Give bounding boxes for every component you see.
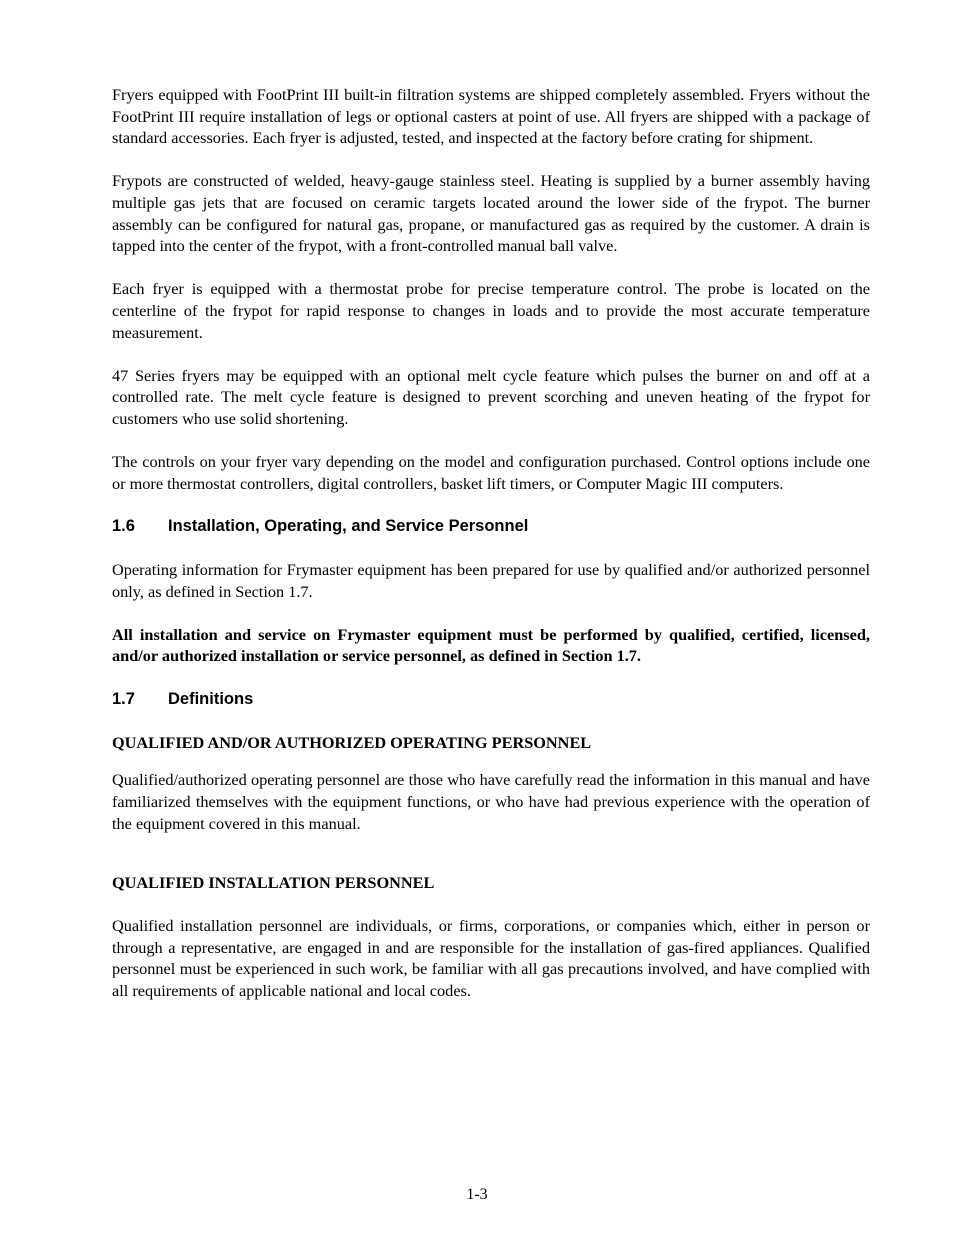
intro-paragraph-thermostat: Each fryer is equipped with a thermostat probe for precise temperature control. The probe is located on the centerline of the frypot for rapid response to changes in loads and to provide the most accurate temperature measurement. [112, 279, 870, 342]
section-number: 1.6 [112, 516, 135, 535]
intro-paragraph-frypots: Frypots are constructed of welded, heavy-gauge stainless steel. Heating is supplied by a burner assembly having multiple gas jets that are focused on ceramic targets located around the lower side of the frypot. The burner assembly can be configured for natural gas, propane, or manufactured gas as required by the customer. A drain is tapped into the center of the frypot, with a front-controlled manual ball valve. [112, 171, 870, 256]
document-page [112, 84, 870, 1023]
definition-heading-installation: QUALIFIED INSTALLATION PERSONNEL [112, 872, 435, 892]
section-heading-1-7 [112, 689, 870, 711]
section-title: Installation, Operating, and Service Personnel [168, 516, 529, 535]
section-1-6-warning: All installation and service on Frymaster equipment must be performed by qualified, certified, licensed, and/or authorized installation or service personnel, as defined in Section 1.7. [112, 624, 870, 666]
page-number: 1-3 [466, 1186, 488, 1203]
section-1-6-paragraph: Operating information for Frymaster equipment has been prepared for use by qualified and/or authorized personnel only, as defined in Section 1.7. [112, 560, 870, 601]
section-title: Definitions [168, 689, 254, 708]
definition-text-operating: Qualified/authorized operating personnel are those who have carefully read the information in this manual and have familiarized themselves with the equipment functions, or who have had previous experience with the operation of the equipment covered in this manual. [112, 770, 870, 833]
definition-heading-operating: QUALIFIED AND/OR AUTHORIZED OPERATING PERSONNEL [112, 732, 592, 752]
intro-paragraph-shipping: Fryers equipped with FootPrint III built-in filtration systems are shipped completely assembled. Fryers without the FootPrint III require installation of legs or optional casters at point of use. All fryers are shipped with a package of standard accessories. Each fryer is adjusted, tested, and inspected at the factory before crating for shipment. [112, 85, 870, 148]
spacer [112, 856, 870, 872]
intro-paragraph-controls: The controls on your fryer vary depending on the model and configuration purchased. Control options include one or more thermostat controllers, digital controllers, basket lift timers, or Computer Magic III computers. [112, 452, 870, 493]
section-heading-1-6 [112, 516, 870, 538]
intro-paragraph-melt-cycle: 47 Series fryers may be equipped with an optional melt cycle feature which pulses the burner on and off at a controlled rate. The melt cycle feature is designed to prevent scorching and uneven heating of the frypot for customers who use solid shortening. [112, 365, 870, 428]
section-number: 1.7 [112, 689, 135, 708]
definition-text-installation: Qualified installation personnel are individuals, or firms, corporations, or companies which, either in person or through a representative, are engaged in and are responsible for the installation of gas-fired appliances. Qualified personnel must be experienced in such work, be familiar with all gas precautions involved, and have complied with all requirements of applicable national and local codes. [112, 915, 870, 1000]
